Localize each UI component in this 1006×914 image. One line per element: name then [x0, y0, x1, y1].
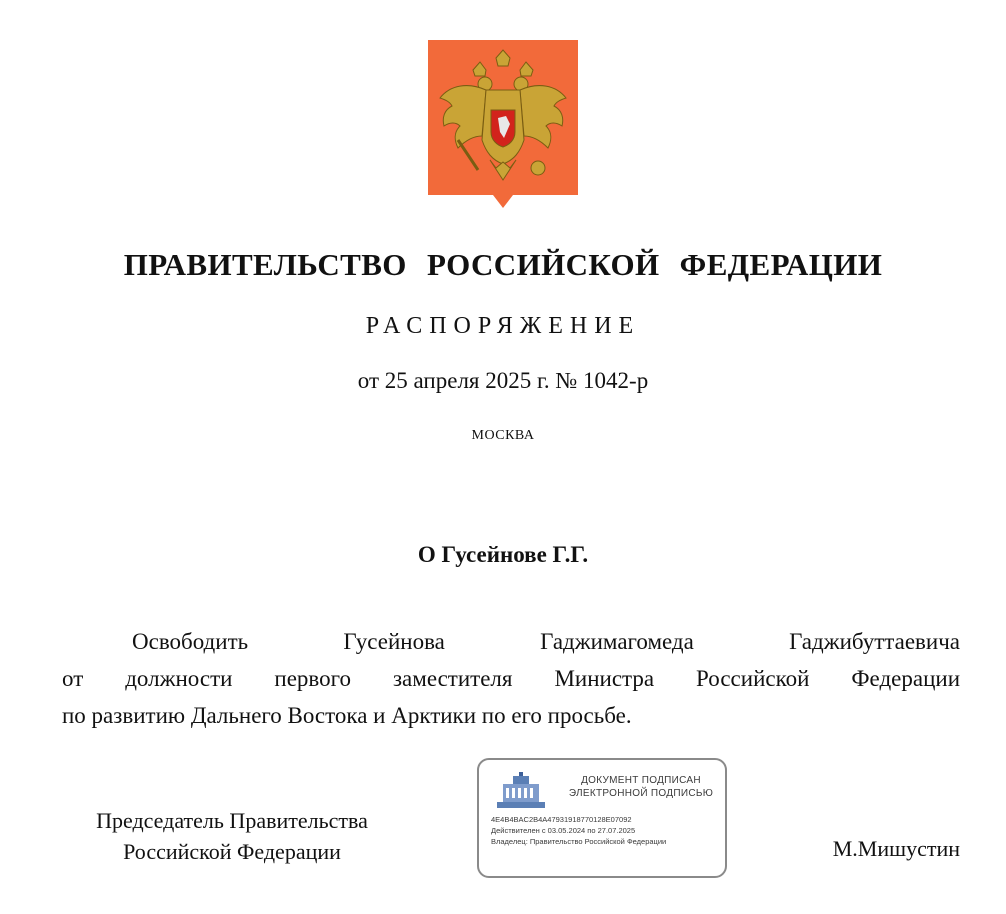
document-date-number: от 25 апреля 2025 г. № 1042-р — [357, 368, 649, 393]
stamp-details — [491, 814, 721, 847]
stamp-heading — [561, 774, 721, 800]
signer-name: М.Мишустин — [832, 836, 960, 861]
signer-position-line: Председатель Правительства — [96, 808, 368, 833]
document-subject: О Гусейнове Г.Г. — [417, 542, 589, 567]
document-body — [62, 623, 960, 734]
authority-title: ПРАВИТЕЛЬСТВО РОССИЙСКОЙ ФЕДЕРАЦИИ — [123, 247, 883, 282]
stamp-owner: Владелец: Правительство Российской Федерации — [491, 837, 667, 846]
signer-position — [62, 805, 402, 867]
document-city: МОСКВА — [471, 428, 535, 443]
stamp-certificate: 4E4B4BAC2B4A47931918770128E07092 — [491, 815, 632, 824]
government-building-icon — [491, 772, 551, 810]
body-line: от должности первого заместителя Министра Российской Федерации — [62, 666, 960, 691]
stamp-heading-line: ДОКУМЕНТ ПОДПИСАН — [581, 775, 701, 786]
document-type: РАСПОРЯЖЕНИЕ — [365, 313, 641, 339]
stamp-heading-line: ЭЛЕКТРОННОЙ ПОДПИСЬЮ — [568, 788, 714, 799]
electronic-signature-stamp — [477, 758, 727, 878]
coat-of-arms-icon — [428, 40, 578, 210]
body-line: по развитию Дальнего Востока и Арктики по его просьбе. — [62, 703, 632, 728]
stamp-validity: Действителен с 03.05.2024 по 27.07.2025 — [491, 826, 636, 835]
signer-position-line: Российской Федерации — [123, 839, 341, 864]
body-line: Освободить Гусейнова Гаджимагомеда Гаджибуттаевича — [132, 629, 960, 654]
